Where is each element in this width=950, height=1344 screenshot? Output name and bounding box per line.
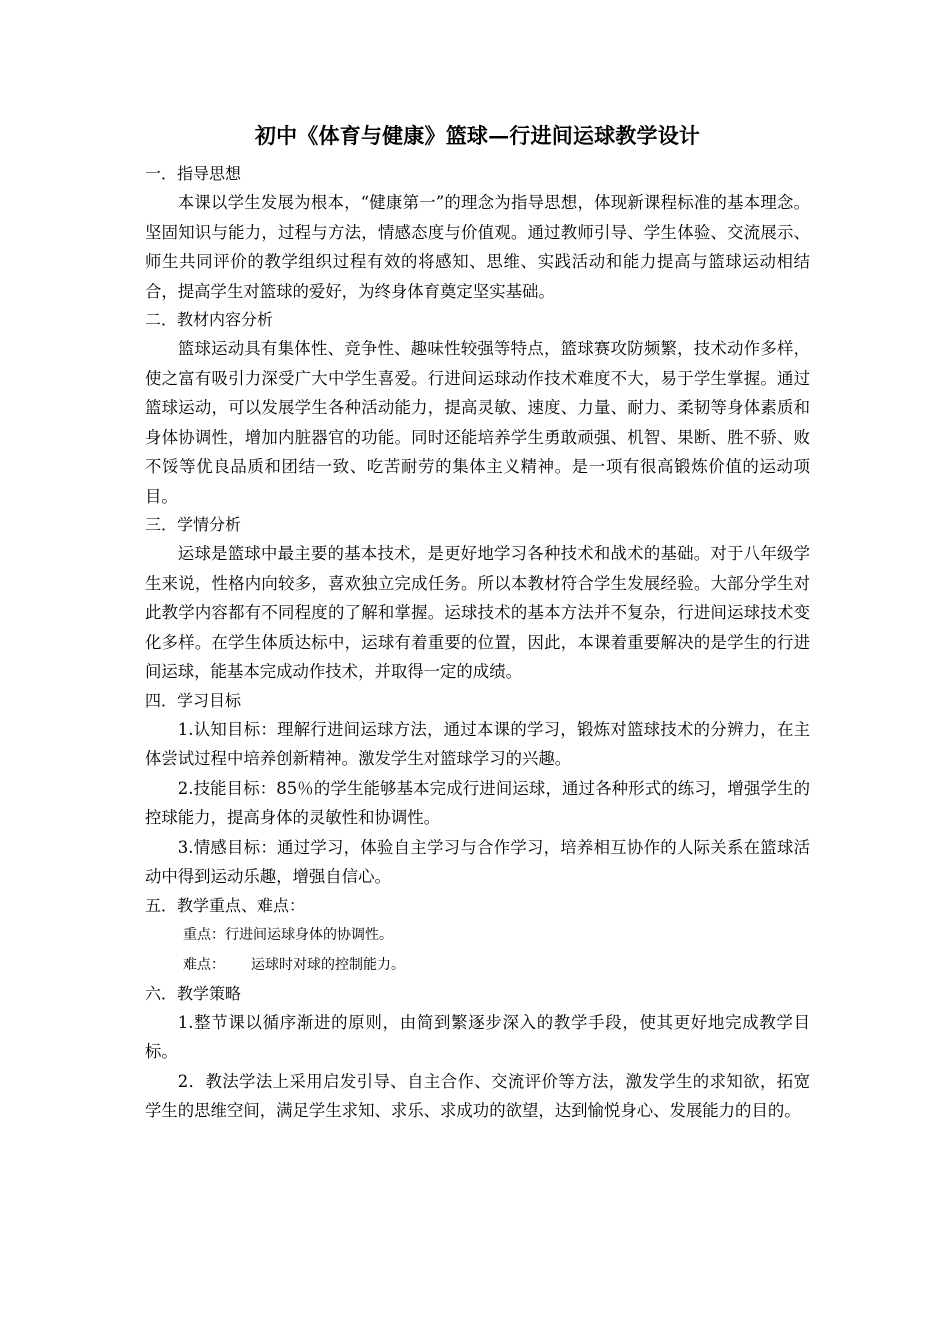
difficulty-line	[145, 950, 810, 980]
section-heading: 一．指导思想	[145, 164, 242, 183]
section-material-analysis	[145, 306, 810, 511]
key-point-line	[145, 920, 810, 950]
difficulty-label: 难点：	[183, 956, 225, 973]
paragraph: 本课以学生发展为根本，“健康第一”的理念为指导思想，体现新课程标准的基本理念。坚固知识与能力，过程与方法，情感态度与价值观。通过教师引导、学生体验、交流展示、师生共同评价的教学组织过程有效的将感知、思维、实践活动和能力提高与篮球运动相结合，提高学生对篮球的爱好，为终身体育奠定坚实基础。	[145, 193, 810, 301]
key-point-text: 行进间运球身体的协调性。	[225, 926, 393, 943]
paragraph: 篮球运动具有集体性、竞争性、趣味性较强等特点，篮球赛攻防频繁，技术动作多样，使之富有吸引力深受广大中学生喜爱。行进间运球动作技术难度不大，易于学生掌握。通过篮球运动，可以发展学生各种活动能力，提高灵敏、速度、力量、耐力、柔韧等身体素质和身体协调性，增加内脏器官的功能。同时还能培养学生勇敢顽强、机智、果断、胜不骄、败不馁等优良品质和团结一致、吃苦耐劳的集体主义精神。是一项有很高锻炼价值的运动项目。	[145, 339, 810, 506]
section-heading: 五．教学重点、难点：	[145, 895, 306, 915]
document-page	[145, 120, 810, 1126]
key-point-label: 重点：	[183, 926, 225, 943]
section-heading: 四．学习目标	[145, 690, 242, 710]
document-title: 初中《体育与健康》篮球—行进间运球教学设计	[254, 123, 701, 148]
section-heading: 六．教学策略	[145, 983, 242, 1003]
section-learning-goals	[145, 687, 810, 892]
paragraph: 2.技能目标：85％的学生能够基本完成行进间运球，通过各种形式的练习，增强学生的控球能力，提高身体的灵敏性和协调性。	[145, 778, 810, 827]
section-teaching-strategy	[145, 980, 810, 1126]
paragraph: 2．教法学法上采用启发引导、自主合作、交流评价等方法，激发学生的求知欲，拓宽学生的思维空间，满足学生求知、求乐、求成功的欲望，达到愉悦身心、发展能力的目的。	[145, 1071, 810, 1120]
section-guiding-ideology	[145, 160, 810, 306]
section-heading: 二．教材内容分析	[145, 310, 274, 329]
paragraph: 运球是篮球中最主要的基本技术，是更好地学习各种技术和战术的基础。对于八年级学生来说，性格内向较多，喜欢独立完成任务。所以本教材符合学生发展经验。大部分学生对此教学内容都有不同程度的了解和掌握。运球技术的基本方法并不复杂，行进间运球技术变化多样。在学生体质达标中，运球有着重要的位置，因此，本课着重要解决的是学生的行进间运球，能基本完成动作技术，并取得一定的成绩。	[145, 544, 810, 681]
paragraph: 1.整节课以循序渐进的原则，由简到繁逐步深入的教学手段，使其更好地完成教学目标。	[145, 1012, 810, 1061]
section-key-points	[145, 892, 810, 980]
paragraph: 3.情感目标：通过学习，体验自主学习与合作学习，培养相互协作的人际关系在篮球活动中得到运动乐趣，增强自信心。	[145, 837, 810, 886]
section-heading: 三．学情分析	[145, 515, 242, 534]
section-learner-analysis	[145, 511, 810, 687]
difficulty-text: 运球时对球的控制能力。	[251, 956, 405, 973]
paragraph: 1.认知目标：理解行进间运球方法，通过本课的学习，锻炼对篮球技术的分辨力，在主体尝试过程中培养创新精神。激发学生对篮球学习的兴趣。	[145, 719, 810, 768]
